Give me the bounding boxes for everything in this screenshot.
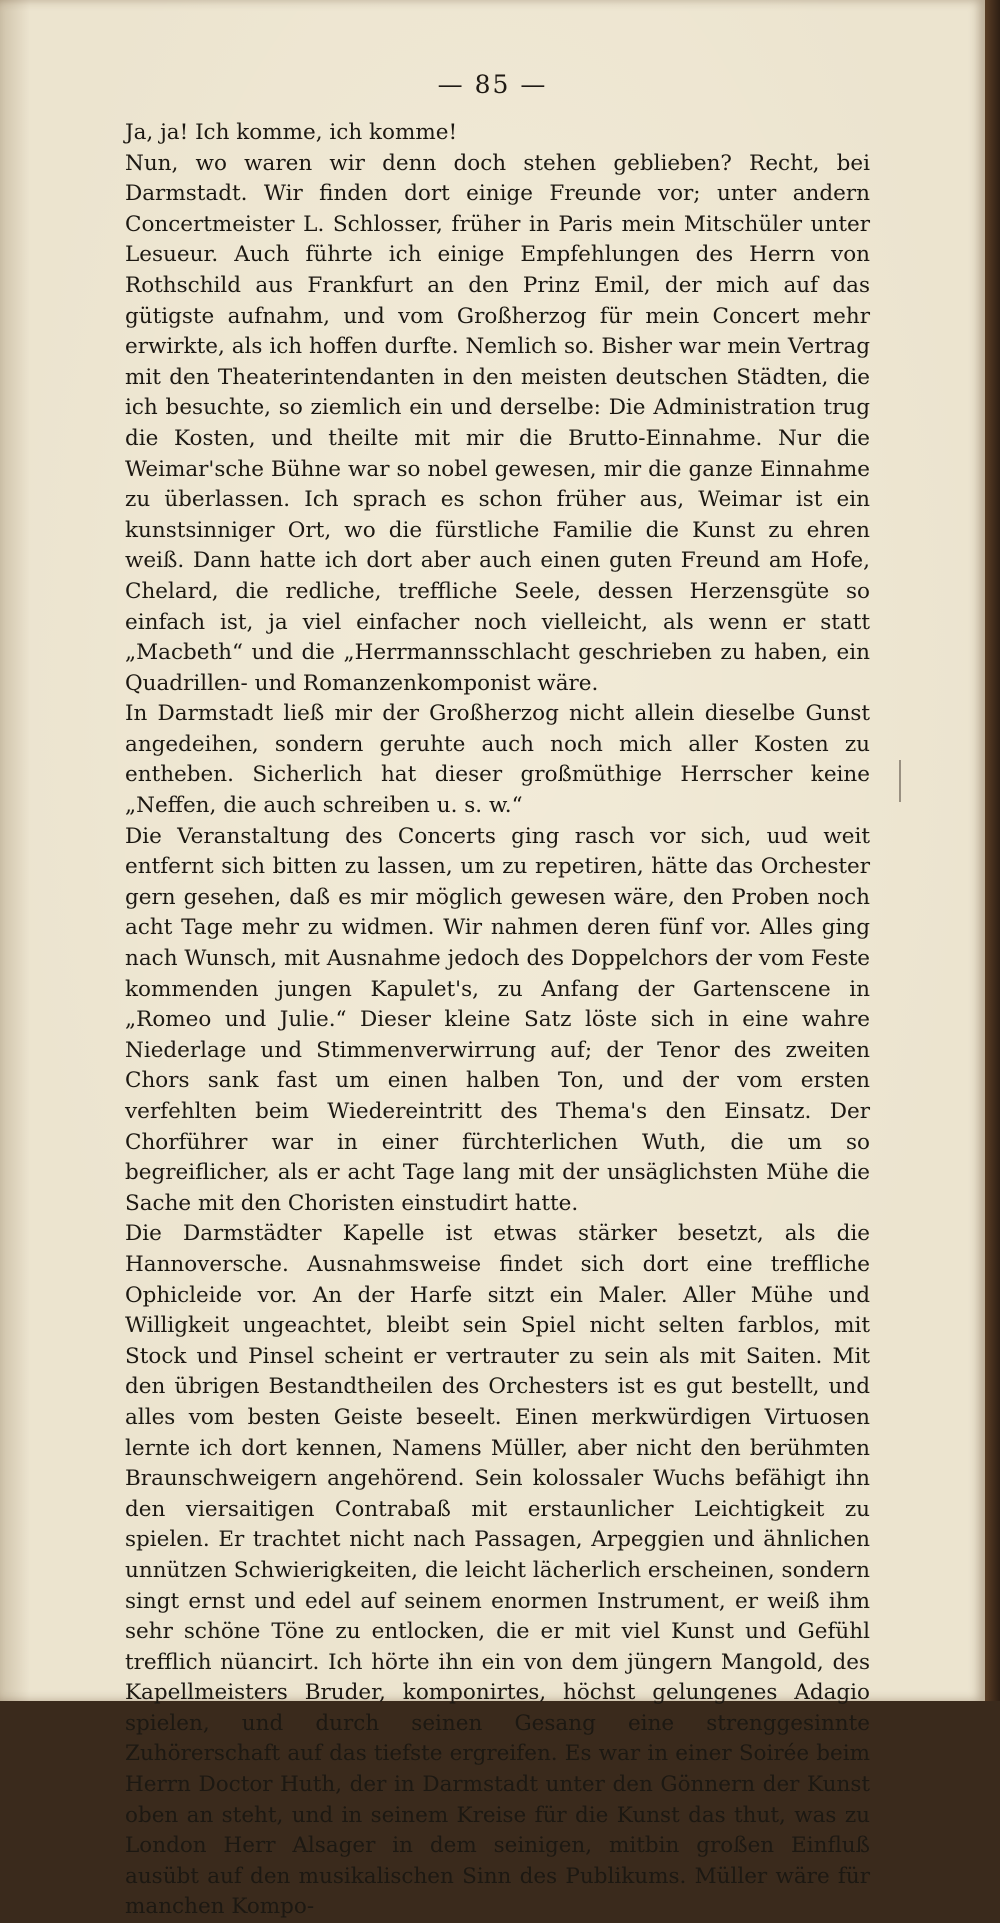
page-number: — 85 — bbox=[437, 70, 548, 99]
paragraph: In Darmstadt ließ mir der Großherzog nicht allein dieselbe Gunst angedeihen, sondern geruhte auch noch mich aller Kosten zu entheben. Sicherlich hat dieser großmüthige Herrscher keine „Neffen, die auch schreiben u. s. w.“ bbox=[125, 701, 870, 819]
paragraph: Die Veranstaltung des Concerts ging rasch vor sich, uud weit entfernt sich bitten zu lassen, um zu repetiren, hätte das Orchester gern gesehen, daß es mir möglich gewesen wäre, den Proben noch acht Tage mehr zu widmen. Wir nahmen deren fünf vor. Alles ging nach Wunsch, mit Ausnahme jedoch des Doppelchors der vom Feste kommenden jungen Kapulet's, zu Anfang der Gartenscene in „Romeo und Julie.“ Dieser kleine Satz löste sich in eine wahre Niederlage und Stimmenverwirrung auf; der Tenor des zweiten Chors sank fast um einen halben Ton, und der vom ersten verfehlten beim Wiedereintritt des Thema's den Einsatz. Der Chorführer war in einer fürchterlichen Wuth, die um so begreiflicher, als er acht Tage lang mit der unsäglichsten Mühe die Sache mit den Choristen einstudirt hatte. bbox=[125, 823, 870, 1216]
page-edge bbox=[985, 0, 1000, 1701]
body-text bbox=[125, 118, 870, 1923]
paragraph: Ja, ja! Ich komme, ich komme! bbox=[125, 120, 458, 145]
paragraph: Nun, wo waren wir denn doch stehen geblieben? Recht, bei Darmstadt. Wir finden dort einige Freunde vor; unter andern Concertmeister L. Schlosser, früher in Paris mein Mitschüler unter Lesueur. Auch führte ich einige Empfehlungen des Herrn von Rothschild aus Frankfurt an den Prinz Emil, der mich auf das gütigste aufnahm, und vom Großherzog für mein Concert mehr erwirkte, als ich hoffen durfte. Nemlich so. Bisher war mein Vertrag mit den Theaterintendanten in den meisten deutschen Städten, die ich besuchte, so ziemlich ein und derselbe: Die Administration trug die Kosten, und theilte mit mir die Brutto-Einnahme. Nur die Weimar'sche Bühne war so nobel gewesen, mir die ganze Einnahme zu überlassen. Ich sprach es schon früher aus, Weimar ist ein kunstsinniger Ort, wo die fürstliche Familie die Kunst zu ehren weiß. Dann hatte ich dort aber auch einen guten Freund am Hofe, Chelard, die redliche, treffliche Seele, dessen Herzensgüte so einfach ist, ja viel einfacher noch vielleicht, als wenn er statt „Macbeth“ und die „Herrmannsschlacht geschrieben zu haben, ein Quadrillen- und Romanzenkomponist wäre. bbox=[125, 150, 870, 696]
paragraph: Die Darmstädter Kapelle ist etwas stärker besetzt, als die Hannoversche. Ausnahmsweise findet sich dort eine treffliche Ophicleide vor. An der Harfe sitzt ein Maler. Aller Mühe und Willigkeit ungeachtet, bleibt sein Spiel nicht selten farblos, mit Stock und Pinsel scheint er vertrauter zu sein als mit Saiten. Mit den übrigen Bestandtheilen des Orchesters ist es gut bestellt, und alles vom besten Geiste beseelt. Einen merkwürdigen Virtuosen lernte ich dort kennen, Namens Müller, aber nicht den berühmten Braunschweigern angehörend. Sein kolossaler Wuchs befähigt ihn den viersaitigen Contrabaß mit erstaunlicher Leichtigkeit zu spielen. Er trachtet nicht nach Passagen, Arpeggien und ähnlichen unnützen Schwierigkeiten, die leicht lächerlich erscheinen, sondern singt ernst und edel auf seinem enormen Instrument, er weiß ihm sehr schöne Töne zu entlocken, die er mit viel Kunst und Gefühl trefflich nüancirt. Ich hörte ihn ein von dem jüngern Mangold, des Kapellmeisters Bruder, komponirtes, höchst gelungenes Adagio spielen, und durch seinen Gesang eine strenggesinnte Zuhörerschaft auf das tiefste ergreifen. Es war in einer Soirée beim Herrn Doctor Huth, der in Darmstadt unter den Gönnern der Kunst oben an steht, und in seinem Kreise für die Kunst das thut, was zu London Herr Alsager in dem seinigen, mitbin großen Einfluß ausübt auf den musikalischen Sinn des Publikums. Müller wäre für manchen Kompo- bbox=[125, 1221, 870, 1920]
pencil-mark bbox=[893, 760, 901, 802]
